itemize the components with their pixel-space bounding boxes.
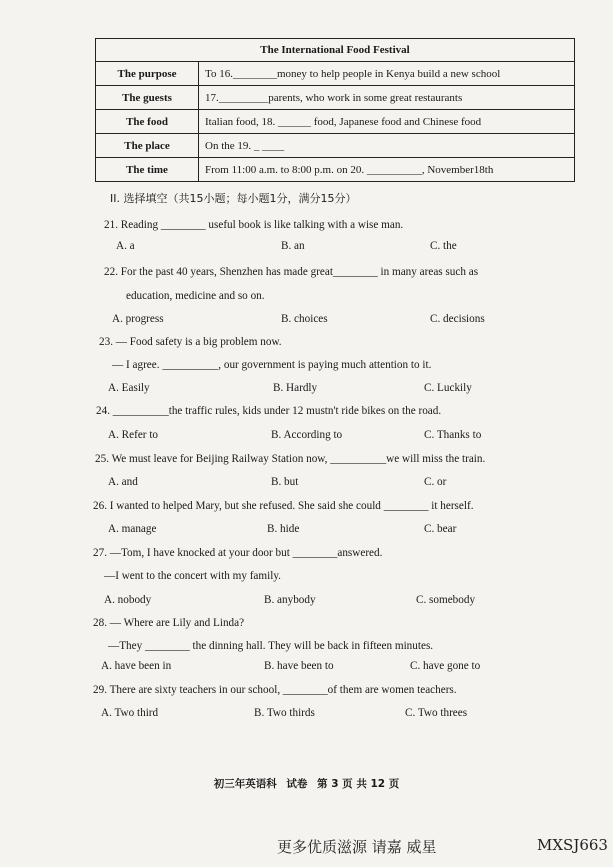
question-29: 29. There are sixty teachers in our school, ________of them are women teachers. xyxy=(93,684,457,696)
option-29-b: B. Two thirds xyxy=(254,707,315,719)
row-label: The guests xyxy=(96,86,199,110)
question-22: 22. For the past 40 years, Shenzhen has made great________ in many areas such as xyxy=(104,266,479,278)
section-title: II. 选择填空（共15小题；每小题1分，满分15分） xyxy=(110,192,357,205)
table-row xyxy=(96,62,575,86)
footer-subject: 初三年英语科 xyxy=(213,778,277,790)
footer-type: 试卷 xyxy=(286,778,308,790)
question-27: 27. —Tom, I have knocked at your door but ________answered. xyxy=(93,547,383,559)
option-23-a: A. Easily xyxy=(108,382,150,394)
question-24: 24. __________the traffic rules, kids under 12 mustn't ride bikes on the road. xyxy=(96,405,442,417)
watermark-code: MXSJ663 xyxy=(537,836,608,854)
question-28-cont: —They ________ the dinning hall. They will be back in fifteen minutes. xyxy=(108,640,434,652)
row-label: The purpose xyxy=(96,62,199,86)
option-25-b: B. but xyxy=(271,476,299,488)
table-row xyxy=(96,110,575,134)
option-29-c: C. Two threes xyxy=(405,707,468,719)
page-footer xyxy=(0,776,613,791)
option-26-c: C. bear xyxy=(424,523,457,535)
option-28-a: A. have been in xyxy=(101,660,172,672)
food-festival-table xyxy=(95,38,575,182)
option-28-c: C. have gone to xyxy=(410,660,481,672)
option-22-c: C. decisions xyxy=(430,313,485,325)
table-title: The International Food Festival xyxy=(96,39,575,62)
question-23: 23. — Food safety is a big problem now. xyxy=(99,336,282,348)
row-content: 17._________parents, who work in some great restaurants xyxy=(199,86,575,110)
question-25: 25. We must leave for Beijing Railway Station now, __________we will miss the train. xyxy=(95,453,486,465)
question-23-cont: — I agree. __________, our government is paying much attention to it. xyxy=(112,359,432,371)
option-24-a: A. Refer to xyxy=(108,429,159,441)
option-23-b: B. Hardly xyxy=(273,382,318,394)
option-26-a: A. manage xyxy=(108,523,157,535)
option-21-c: C. the xyxy=(430,240,457,252)
option-21-a: A. a xyxy=(116,240,135,252)
option-27-c: C. somebody xyxy=(416,594,476,606)
question-26: 26. I wanted to helped Mary, but she refused. She said she could ________ it herself. xyxy=(93,500,474,512)
table-row xyxy=(96,158,575,182)
question-28: 28. — Where are Lily and Linda? xyxy=(93,617,245,629)
option-22-a: A. progress xyxy=(112,313,164,325)
row-content: From 11:00 a.m. to 8:00 p.m. on 20. __________, November18th xyxy=(199,158,575,182)
footer-page: 第 3 页 共 12 页 xyxy=(317,778,400,790)
row-label: The food xyxy=(96,110,199,134)
option-29-a: A. Two third xyxy=(101,707,159,719)
row-content: On the 19. _ ____ xyxy=(199,134,575,158)
option-26-b: B. hide xyxy=(267,523,300,535)
question-21: 21. Reading ________ useful book is like talking with a wise man. xyxy=(104,219,404,231)
row-label: The time xyxy=(96,158,199,182)
option-24-b: B. According to xyxy=(271,429,343,441)
option-25-c: C. or xyxy=(424,476,447,488)
row-content: Italian food, 18. ______ food, Japanese food and Chinese food xyxy=(199,110,575,134)
option-23-c: C. Luckily xyxy=(424,382,472,394)
table-row xyxy=(96,86,575,110)
watermark-text: 更多优质滋源 请嘉 威星 xyxy=(277,838,437,856)
option-27-a: A. nobody xyxy=(104,594,152,606)
option-25-a: A. and xyxy=(108,476,138,488)
option-24-c: C. Thanks to xyxy=(424,429,482,441)
row-label: The place xyxy=(96,134,199,158)
row-content: To 16.________money to help people in Kenya build a new school xyxy=(199,62,575,86)
option-22-b: B. choices xyxy=(281,313,328,325)
option-21-b: B. an xyxy=(281,240,305,252)
option-28-b: B. have been to xyxy=(264,660,334,672)
question-27-cont: —I went to the concert with my family. xyxy=(104,570,281,582)
question-22-cont: education, medicine and so on. xyxy=(126,290,265,302)
table-row xyxy=(96,134,575,158)
option-27-b: B. anybody xyxy=(264,594,316,606)
